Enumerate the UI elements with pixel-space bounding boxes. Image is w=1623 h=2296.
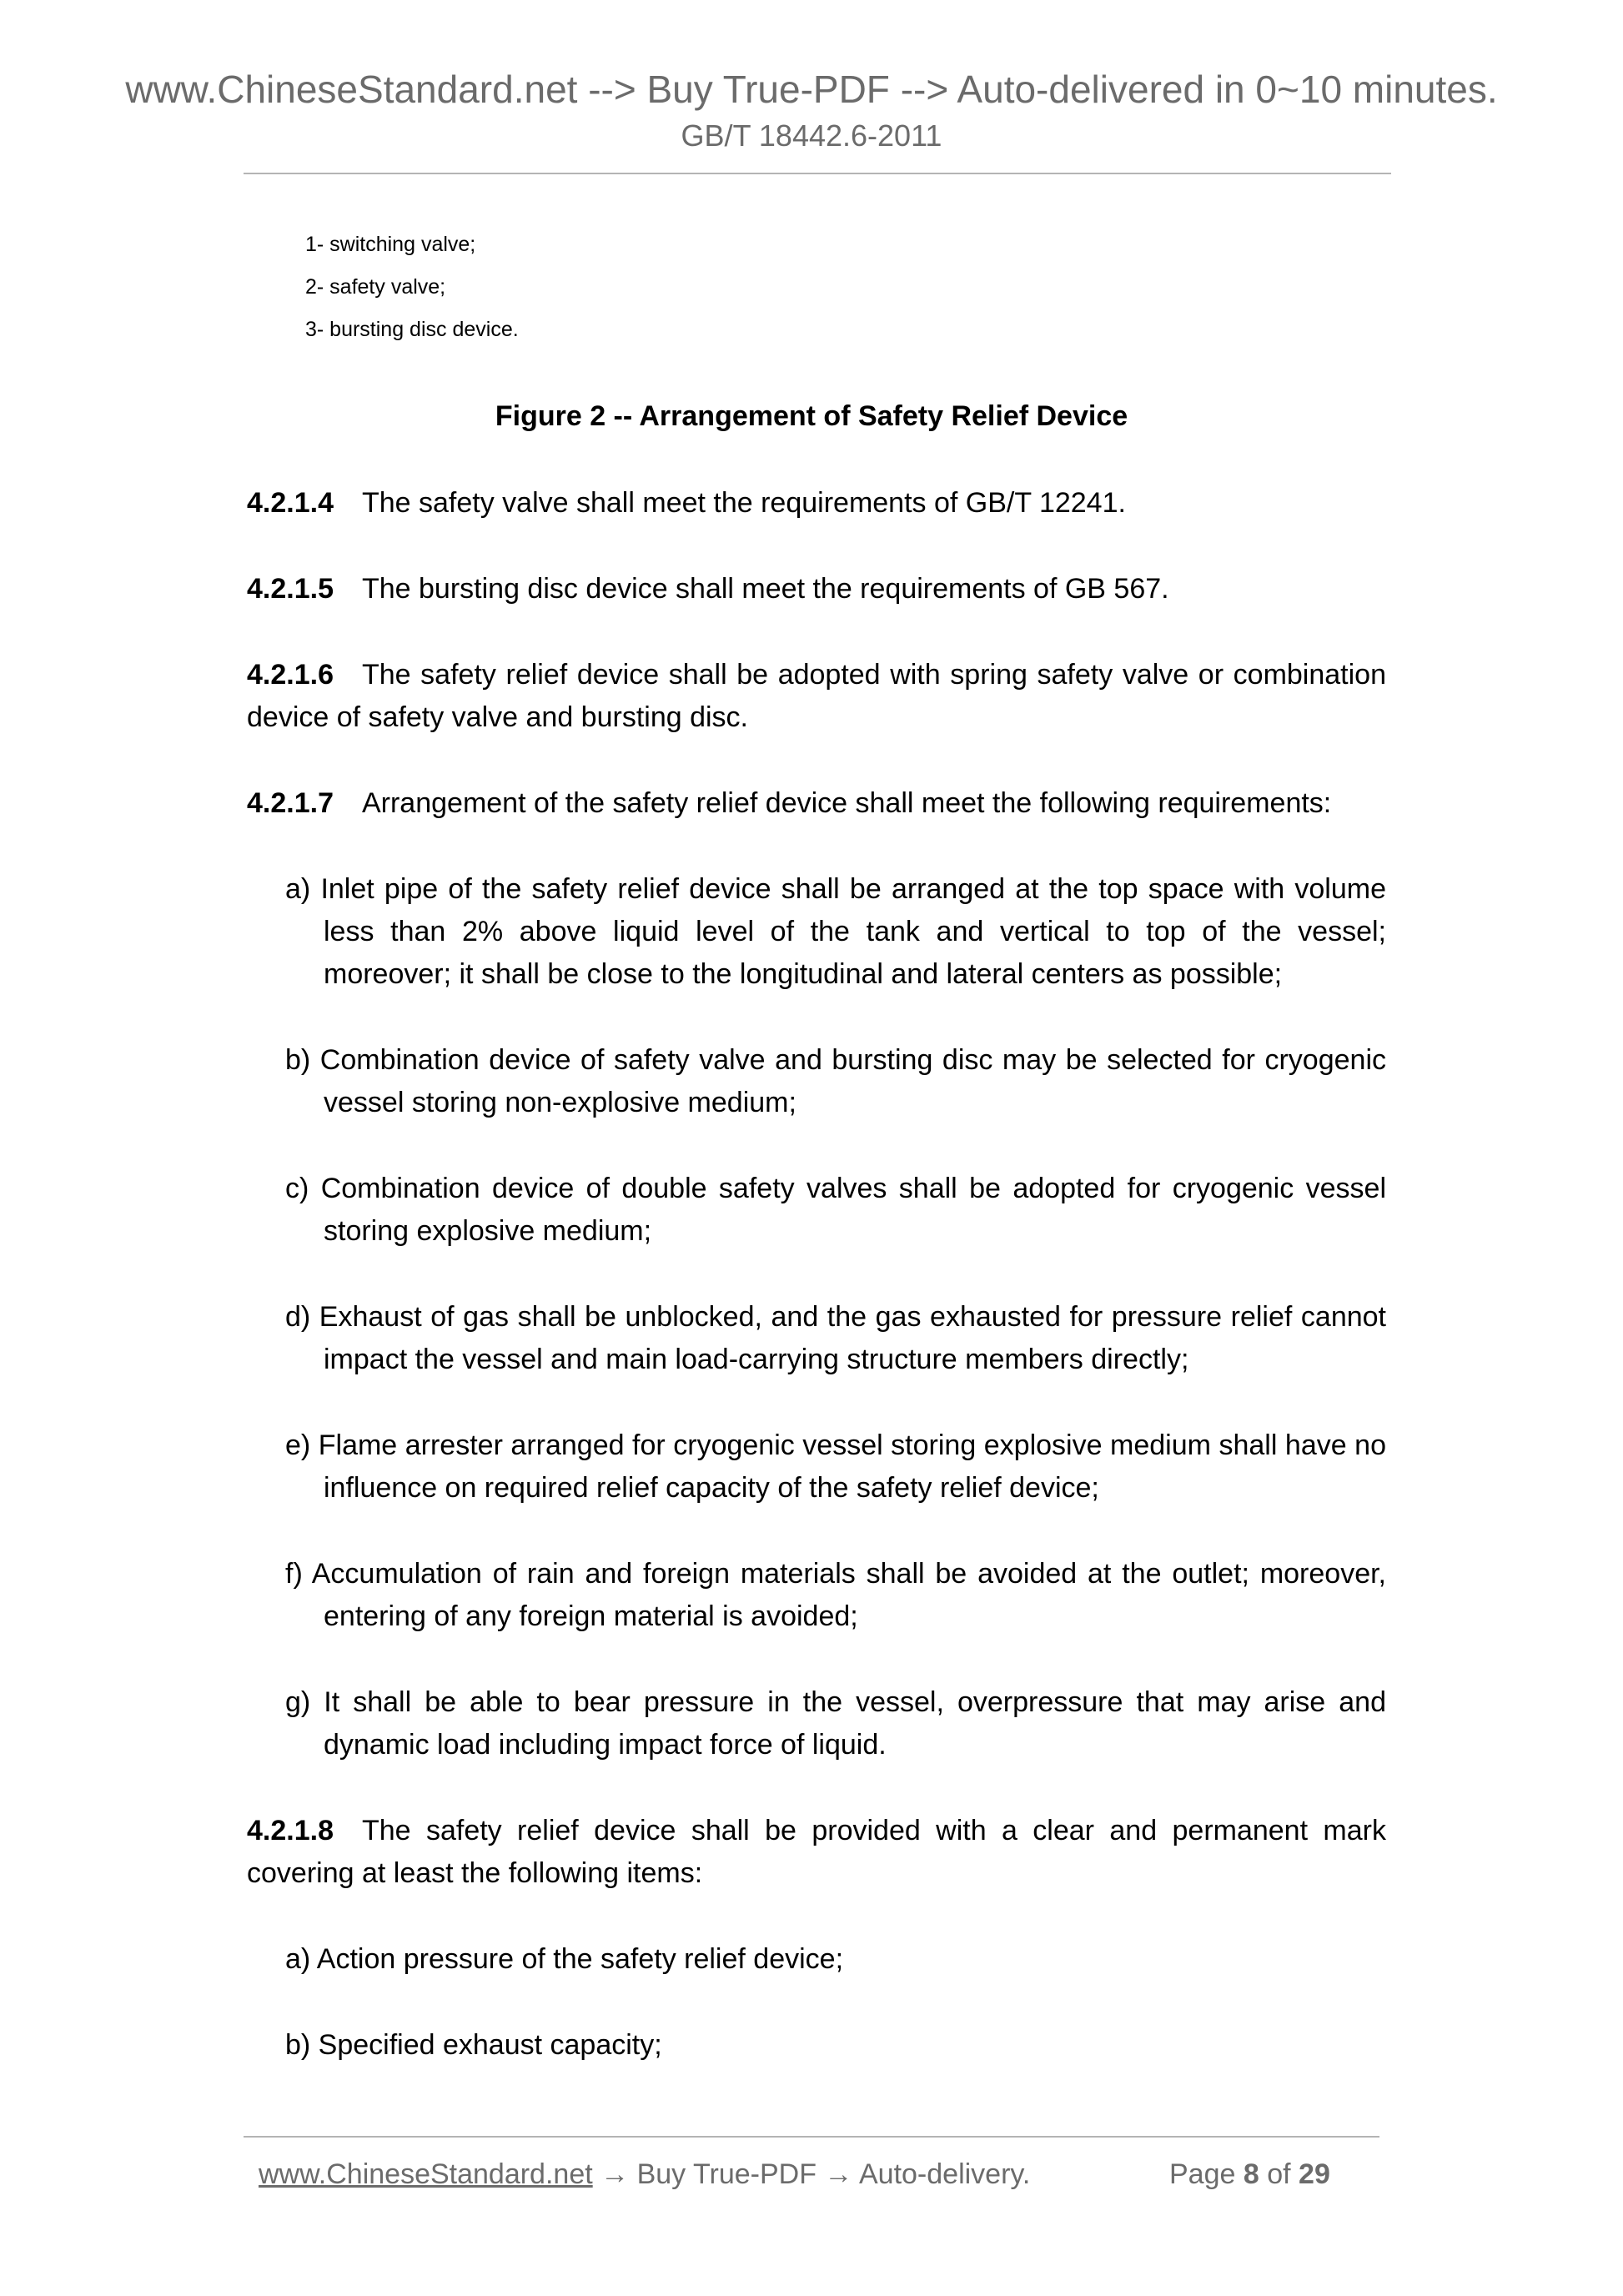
clause-number: 4.2.1.8 xyxy=(247,1815,334,1846)
list-item-a: a) Inlet pipe of the safety relief device shall be arranged at the top space with volume less than 2% above liquid level of the tank and vertical to top of the vessel; moreover; it shall be close to the longitudinal and lateral centers as possible; xyxy=(285,873,1386,990)
list-item-b: b) Combination device of safety valve and bursting disc may be selected for cryogenic vessel storing non-explosive medium; xyxy=(285,1044,1386,1118)
legend-item-3: 3- bursting disc device. xyxy=(305,318,519,341)
list-item-e: e) Flame arrester arranged for cryogenic vessel storing explosive medium shall have no influence on required relief capacity of the safety relief device; xyxy=(285,1429,1386,1504)
page-label: Page xyxy=(1169,2158,1236,2190)
list-item-f: f) Accumulation of rain and foreign materials shall be avoided at the outlet; moreover, entering of any foreign material is avoided; xyxy=(285,1558,1386,1632)
clause-text: Arrangement of the safety relief device shall meet the following requirements: xyxy=(361,787,1332,819)
of-label: of xyxy=(1267,2158,1291,2190)
footer-promo-text: → Buy True-PDF → Auto-delivery. xyxy=(592,2158,1031,2190)
clause-4-2-1-8 xyxy=(247,1810,1386,1895)
clause-text: The safety relief device shall be adopted with spring safety valve or combination device of safety valve and bursting disc. xyxy=(247,659,1386,733)
clause-text: The bursting disc device shall meet the requirements of GB 567. xyxy=(361,573,1169,605)
page-number: 8 xyxy=(1243,2158,1259,2190)
list-item-c: c) Combination device of double safety valves shall be adopted for cryogenic vessel storing explosive medium; xyxy=(285,1173,1386,1247)
clause-4-2-1-6 xyxy=(247,654,1386,739)
clause-4-2-1-7 xyxy=(247,782,1386,825)
footer-promo xyxy=(259,2158,1030,2191)
mark-item-a: a) Action pressure of the safety relief device; xyxy=(285,1943,844,1975)
document-code: GB/T 18442.6-2011 xyxy=(681,118,942,153)
clause-4-2-1-5 xyxy=(247,568,1386,610)
header-divider xyxy=(244,173,1391,174)
list-item-d: d) Exhaust of gas shall be unblocked, and the gas exhausted for pressure relief cannot impact the vessel and main load-carrying structure members directly; xyxy=(285,1301,1386,1375)
figure-caption: Figure 2 -- Arrangement of Safety Relief Device xyxy=(495,400,1128,432)
page-total: 29 xyxy=(1299,2158,1330,2190)
legend-item-1: 1- switching valve; xyxy=(305,233,476,256)
clause-number: 4.2.1.5 xyxy=(247,573,334,605)
footer-divider xyxy=(244,2136,1379,2138)
legend-item-2: 2- safety valve; xyxy=(305,275,446,299)
clause-number: 4.2.1.6 xyxy=(247,659,334,691)
page-indicator xyxy=(1169,2158,1330,2191)
footer-site-link[interactable]: www.ChineseStandard.net xyxy=(259,2158,593,2190)
clause-4-2-1-4 xyxy=(247,482,1386,525)
mark-item-b: b) Specified exhaust capacity; xyxy=(285,2029,662,2061)
list-item-g: g) It shall be able to bear pressure in the vessel, overpressure that may arise and dynamic load including impact force of liquid. xyxy=(285,1686,1386,1761)
clause-text: The safety valve shall meet the requirements of GB/T 12241. xyxy=(361,487,1126,519)
clause-number: 4.2.1.4 xyxy=(247,487,334,519)
header-banner: www.ChineseStandard.net --> Buy True-PDF --> Auto-delivered in 0~10 minutes. xyxy=(125,68,1498,111)
clause-text: The safety relief device shall be provided with a clear and permanent mark covering at least the following items: xyxy=(247,1815,1386,1889)
clause-number: 4.2.1.7 xyxy=(247,787,334,819)
